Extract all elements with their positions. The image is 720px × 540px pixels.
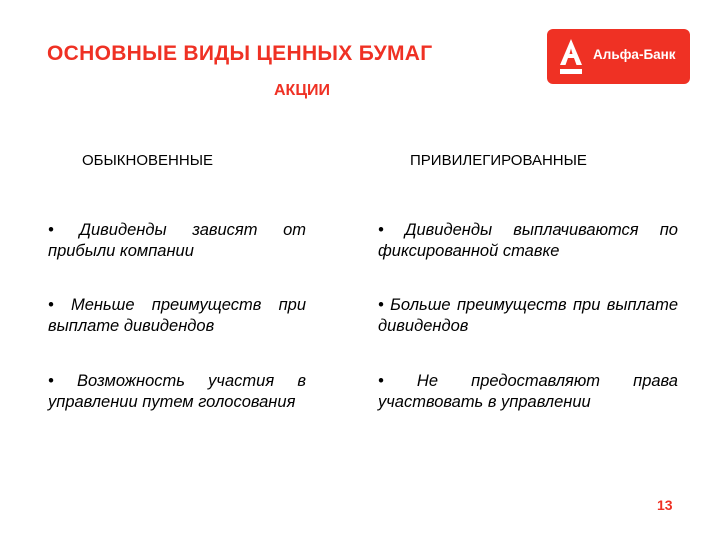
right-item-no-voting: • Не предоставляют права участвовать в управлении — [378, 372, 678, 411]
slide-subtitle: АКЦИИ — [274, 82, 331, 99]
logo-text: Альфа-Банк — [593, 47, 676, 62]
page-number: 13 — [657, 497, 673, 513]
left-item-fewer-advantages: • Меньше преимуществ при выплате дивидендов — [48, 296, 306, 335]
right-item-fixed-dividends: • Дивиденды выплачиваются по фиксированной ставке — [378, 221, 678, 260]
left-item-dividends: • Дивиденды зависят от прибыли компании — [48, 221, 306, 260]
slide-title: ОСНОВНЫЕ ВИДЫ ЦЕННЫХ БУМАГ — [47, 42, 433, 65]
alfa-bank-logo — [547, 29, 690, 84]
right-column-header: ПРИВИЛЕГИРОВАННЫЕ — [410, 152, 587, 169]
right-item-more-advantages: • Больше преимуществ при выплате дивидендов — [378, 296, 678, 335]
left-item-voting: • Возможность участия в управлении путем голосования — [48, 372, 306, 411]
left-column-header: ОБЫКНОВЕННЫЕ — [82, 152, 213, 169]
alfa-bank-logo-icon — [557, 37, 585, 77]
